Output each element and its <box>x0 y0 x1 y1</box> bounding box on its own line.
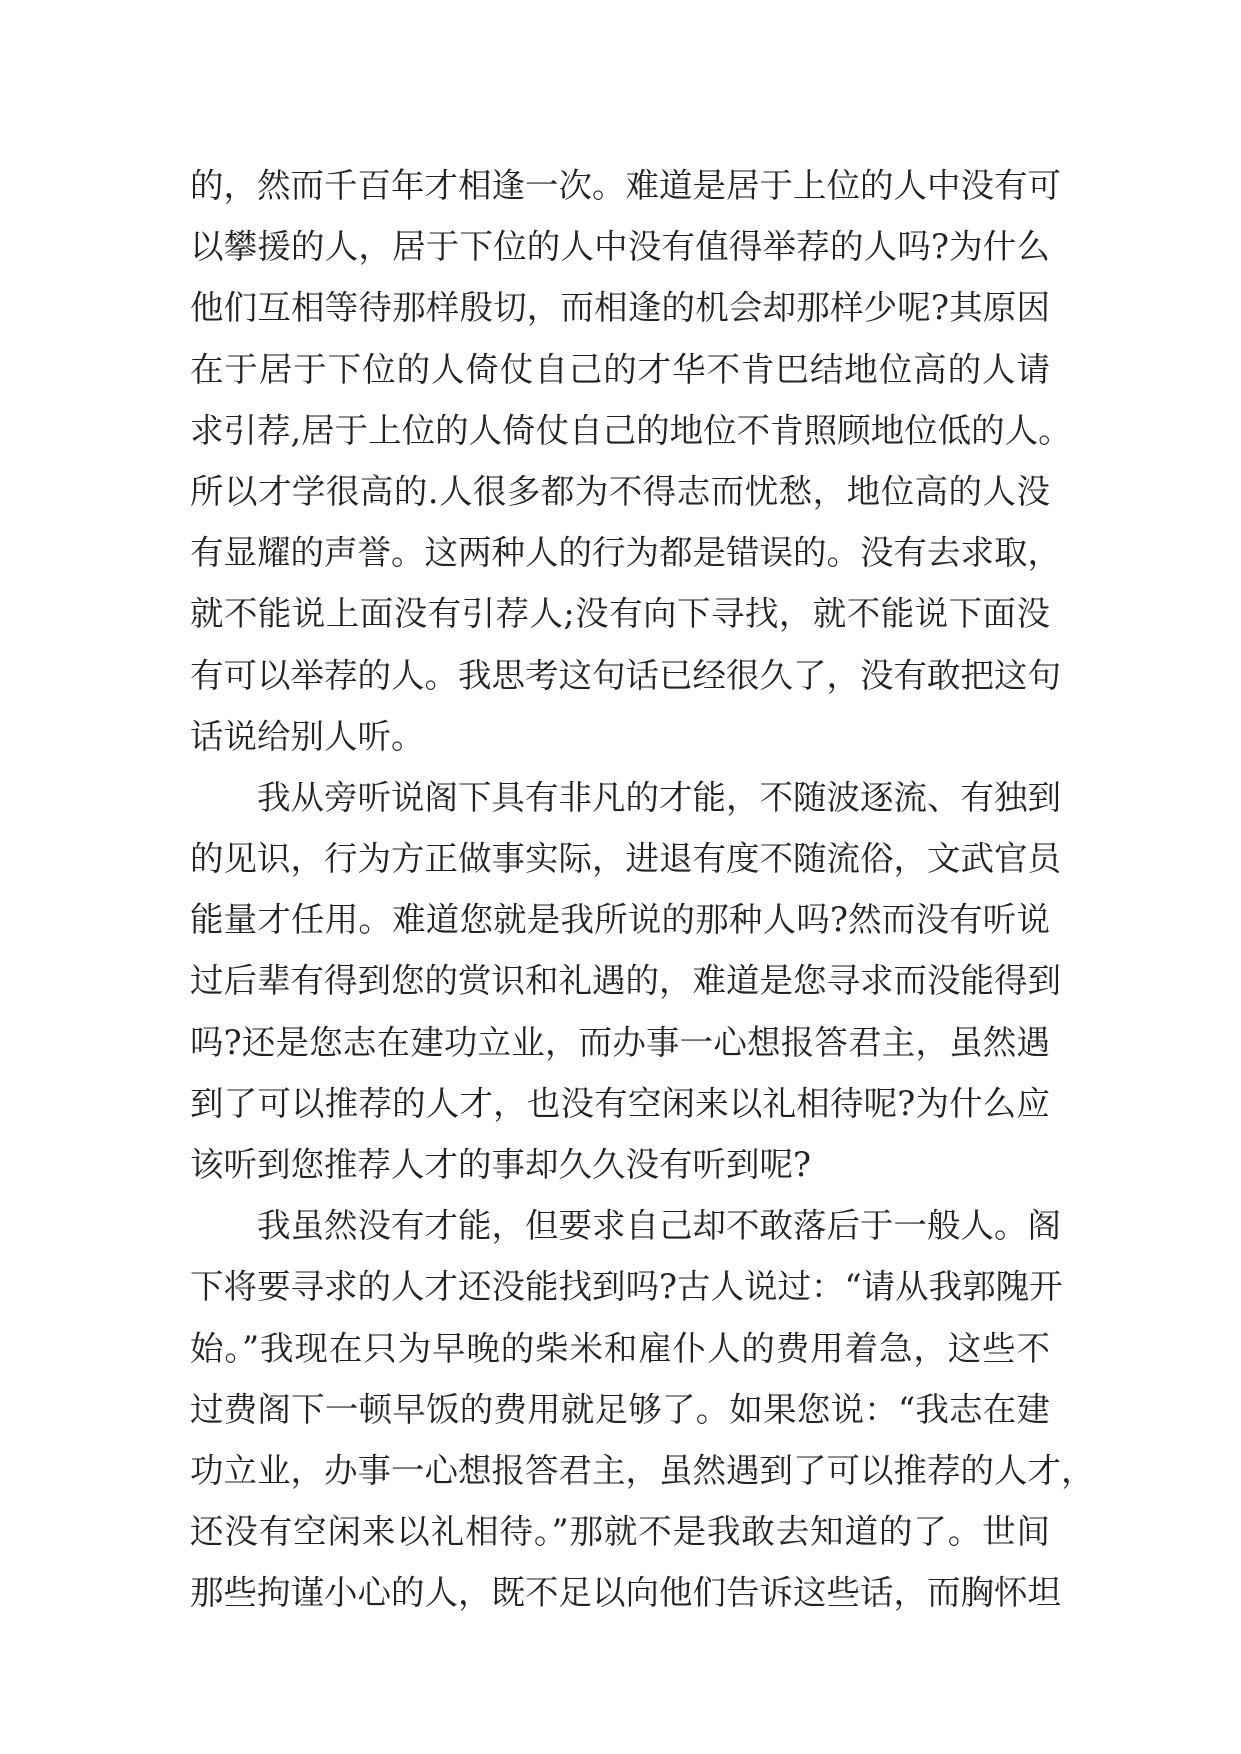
text-line: 能量才任用。难道您就是我所说的那种人吗?然而没有听说 <box>190 900 1050 940</box>
body-text <box>190 155 1095 1624</box>
text-line: 我从旁听说阁下具有非凡的才能，不随波逐流、有独到 <box>257 777 1061 817</box>
text-line: 下将要寻求的人才还没能找到吗?古人说过：“请从我郭隗开 <box>190 1267 1063 1307</box>
text-line: 以攀援的人，居于下位的人中没有值得举荐的人吗?为什么 <box>190 227 1050 267</box>
text-line: 始。”我现在只为早晚的柴米和雇仆人的费用着急，这些不 <box>190 1328 1050 1368</box>
text-line: 求引荐,居于上位的人倚仗自己的地位不肯照顾地位低的人。 <box>190 410 1072 450</box>
text-line: 他们互相等待那样殷切，而相逢的机会却那样少呢?其原因 <box>190 288 1050 328</box>
text-line: 有显耀的声誉。这两种人的行为都是错误的。没有去求取， <box>190 533 1061 573</box>
text-line: 功立业，办事一心想报答君主，虽然遇到了可以推荐的人才， <box>190 1450 1095 1490</box>
text-line: 在于居于下位的人倚仗自己的才华不肯巴结地位高的人请 <box>190 349 1050 389</box>
text-line: 所以才学很高的.人很多都为不得志而忧愁，地位高的人没 <box>190 471 1050 511</box>
text-line: 过后辈有得到您的赏识和礼遇的，难道是您寻求而没能得到 <box>190 961 1061 1001</box>
text-line: 有可以举荐的人。我思考这句话已经很久了，没有敢把这句 <box>190 655 1061 695</box>
text-line: 的见识，行为方正做事实际，进退有度不随流俗，文武官员 <box>190 839 1061 879</box>
text-line: 吗?还是您志在建功立业，而办事一心想报答君主，虽然遇 <box>190 1022 1050 1062</box>
text-line: 该听到您推荐人才的事却久久没有听到呢? <box>190 1145 811 1184</box>
text-line: 过费阁下一顿早饭的费用就足够了。如果您说：“我志在建 <box>190 1389 1050 1429</box>
text-line: 还没有空闲来以礼相待。”那就不是我敢去知道的了。世间 <box>190 1512 1050 1552</box>
text-line: 那些拘谨小心的人，既不足以向他们告诉这些话，而胸怀坦 <box>190 1573 1061 1613</box>
text-line: 我虽然没有才能，但要求自己却不敢落后于一般人。阁 <box>257 1206 1061 1246</box>
text-line: 到了可以推荐的人才，也没有空闲来以礼相待呢?为什么应 <box>190 1083 1050 1123</box>
text-line: 就不能说上面没有引荐人;没有向下寻找，就不能说下面没 <box>190 594 1050 634</box>
text-line: 话说给别人听。 <box>190 716 425 756</box>
text-line: 的，然而千百年才相逢一次。难道是居于上位的人中没有可 <box>190 166 1061 205</box>
